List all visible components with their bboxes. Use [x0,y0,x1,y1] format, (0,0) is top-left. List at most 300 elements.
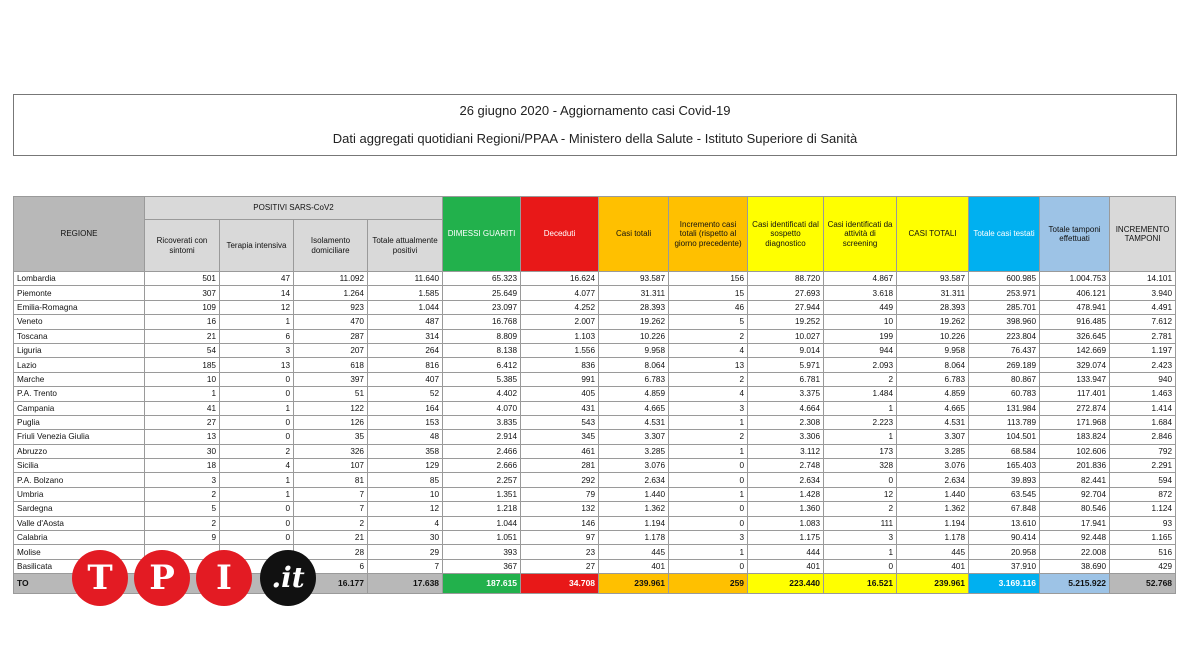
value-cell: 328 [824,459,897,473]
value-cell: 207 [294,343,368,357]
value-cell: 13 [145,430,220,444]
value-cell: 3.285 [897,444,969,458]
value-cell: 113.789 [969,415,1040,429]
table-row [14,516,1176,530]
region-name-cell: Sardegna [14,502,145,516]
value-cell: 345 [521,430,599,444]
value-cell: 405 [521,387,599,401]
region-name-cell: Abruzzo [14,444,145,458]
value-cell: 792 [1110,444,1176,458]
value-cell: 406.121 [1040,286,1110,300]
table-row [14,444,1176,458]
value-cell: 0 [669,559,748,573]
value-cell: 12 [368,502,443,516]
value-cell: 4.859 [599,387,669,401]
value-cell: 9 [145,531,220,545]
value-cell: 2.007 [521,315,599,329]
value-cell: 1.103 [521,329,599,343]
value-cell: 4.402 [443,387,521,401]
value-cell: 991 [521,372,599,386]
value-cell: 1.083 [748,516,824,530]
value-cell: 14 [220,286,294,300]
value-cell: 401 [748,559,824,573]
value-cell: 10.027 [748,329,824,343]
value-cell: 10.226 [897,329,969,343]
region-name-cell: Umbria [14,487,145,501]
value-cell: 6.412 [443,358,521,372]
table-row [14,502,1176,516]
value-cell: 63.545 [969,487,1040,501]
value-cell: 109 [145,300,220,314]
value-cell: 816 [368,358,443,372]
value-cell: 51 [294,387,368,401]
value-cell: 5.385 [443,372,521,386]
col-header-terapia-intensiva: Terapia intensiva [220,220,294,272]
table-row [14,387,1176,401]
value-cell: 4.665 [897,401,969,415]
value-cell: 2.781 [1110,329,1176,343]
value-cell: 8.064 [599,358,669,372]
total-value-cell: 239.961 [897,574,969,594]
value-cell: 470 [294,315,368,329]
value-cell: 1.178 [897,531,969,545]
report-title: 26 giugno 2020 - Aggiornamento casi Covid-19 [459,103,731,118]
value-cell: 60.783 [969,387,1040,401]
value-cell: 28.393 [599,300,669,314]
value-cell: 2 [669,329,748,343]
value-cell: 48 [368,430,443,444]
value-cell: 80.546 [1040,502,1110,516]
value-cell: 600.985 [969,272,1040,286]
logo-letter-t: T [72,550,128,606]
value-cell: 2.846 [1110,430,1176,444]
value-cell: 944 [824,343,897,357]
value-cell: 68.584 [969,444,1040,458]
table-row [14,430,1176,444]
value-cell: 478.941 [1040,300,1110,314]
value-cell: 445 [897,545,969,559]
value-cell: 1.440 [599,487,669,501]
region-name-cell: Lombardia [14,272,145,286]
value-cell: 2 [145,516,220,530]
value-cell: 2 [824,372,897,386]
value-cell: 185 [145,358,220,372]
total-value-cell: 52.768 [1110,574,1176,594]
value-cell: 618 [294,358,368,372]
value-cell: 54 [145,343,220,357]
value-cell: 1 [824,545,897,559]
value-cell: 1.194 [599,516,669,530]
value-cell: 107 [294,459,368,473]
value-cell: 65.323 [443,272,521,286]
region-name-cell: Sicilia [14,459,145,473]
value-cell: 92.704 [1040,487,1110,501]
value-cell: 4.077 [521,286,599,300]
col-header-dimessi: DIMESSI GUARITI [443,197,521,272]
value-cell: 16.624 [521,272,599,286]
value-cell: 6.783 [897,372,969,386]
region-name-cell: Friuli Venezia Giulia [14,430,145,444]
value-cell: 3.112 [748,444,824,458]
value-cell: 4.070 [443,401,521,415]
value-cell: 23 [521,545,599,559]
table-row [14,473,1176,487]
value-cell: 1.218 [443,502,521,516]
value-cell: 1.004.753 [1040,272,1110,286]
col-header-sospetto-diagnostico: Casi identificati dal sospetto diagnostico [748,197,824,272]
value-cell: 2.748 [748,459,824,473]
value-cell: 5 [145,502,220,516]
value-cell: 1.428 [748,487,824,501]
value-cell: 1 [220,473,294,487]
value-cell: 367 [443,559,521,573]
total-value-cell: 3.169.116 [969,574,1040,594]
report-subtitle: Dati aggregati quotidiani Regioni/PPAA - Ministero della Salute - Istituto Superiore di Sanità [332,131,858,146]
value-cell: 3.076 [897,459,969,473]
value-cell: 1.175 [748,531,824,545]
value-cell: 1 [669,444,748,458]
value-cell: 444 [748,545,824,559]
table-row [14,531,1176,545]
value-cell: 10 [368,487,443,501]
value-cell: 201.836 [1040,459,1110,473]
table-row [14,487,1176,501]
value-cell: 401 [599,559,669,573]
logo-letter-i: I [196,550,252,606]
value-cell: 1 [220,401,294,415]
value-cell: 18 [145,459,220,473]
value-cell: 6 [294,559,368,573]
value-cell: 30 [368,531,443,545]
value-cell: 126 [294,415,368,429]
value-cell: 92.448 [1040,531,1110,545]
value-cell: 11.640 [368,272,443,286]
value-cell: 285.701 [969,300,1040,314]
value-cell: 165.403 [969,459,1040,473]
value-cell: 872 [1110,487,1176,501]
value-cell: 0 [220,415,294,429]
positivi-group-header: POSITIVI SARS-CoV2 [145,197,443,220]
value-cell: 129 [368,459,443,473]
value-cell: 1.044 [443,516,521,530]
value-cell: 35 [294,430,368,444]
value-cell: 429 [1110,559,1176,573]
value-cell: 7 [294,502,368,516]
value-cell: 117.401 [1040,387,1110,401]
value-cell: 16 [145,315,220,329]
value-cell: 292 [521,473,599,487]
value-cell: 19.262 [599,315,669,329]
value-cell: 93.587 [599,272,669,286]
value-cell: 9.958 [599,343,669,357]
value-cell: 1 [220,315,294,329]
value-cell: 3.307 [897,430,969,444]
value-cell: 397 [294,372,368,386]
value-cell: 4 [220,459,294,473]
value-cell: 171.968 [1040,415,1110,429]
value-cell: 1.362 [599,502,669,516]
value-cell: 111 [824,516,897,530]
value-cell: 81 [294,473,368,487]
value-cell: 272.874 [1040,401,1110,415]
value-cell: 164 [368,401,443,415]
value-cell: 1 [824,401,897,415]
value-cell: 407 [368,372,443,386]
value-cell: 0 [669,473,748,487]
region-name-cell: Toscana [14,329,145,343]
region-name-cell: Basilicata [14,559,145,573]
value-cell: 11.092 [294,272,368,286]
value-cell: 1.585 [368,286,443,300]
value-cell: 8.138 [443,343,521,357]
logo-letter-p: P [134,550,190,606]
value-cell: 173 [824,444,897,458]
value-cell: 4.491 [1110,300,1176,314]
total-value-cell: 34.708 [521,574,599,594]
value-cell: 2.423 [1110,358,1176,372]
value-cell: 13.610 [969,516,1040,530]
value-cell: 1.440 [897,487,969,501]
value-cell: 223.804 [969,329,1040,343]
total-value-cell: 259 [669,574,748,594]
col-header-attualmente-positivi: Totale attualmente positivi [368,220,443,272]
value-cell: 4 [368,516,443,530]
region-name-cell: Campania [14,401,145,415]
value-cell: 46 [669,300,748,314]
value-cell: 487 [368,315,443,329]
value-cell: 27 [521,559,599,573]
value-cell: 122 [294,401,368,415]
value-cell: 0 [669,459,748,473]
value-cell: 836 [521,358,599,372]
value-cell: 79 [521,487,599,501]
value-cell: 29 [368,545,443,559]
value-cell: 31.311 [599,286,669,300]
table-row [14,415,1176,429]
value-cell: 5 [669,315,748,329]
value-cell: 501 [145,272,220,286]
value-cell: 6.783 [599,372,669,386]
value-cell: 4.252 [521,300,599,314]
region-name-cell: Emilia-Romagna [14,300,145,314]
value-cell: 393 [443,545,521,559]
col-header-casi-testati: Totale casi testati [969,197,1040,272]
col-header-deceduti: Deceduti [521,197,599,272]
value-cell: 1 [669,545,748,559]
value-cell: 8.809 [443,329,521,343]
value-cell: 1 [669,415,748,429]
value-cell: 37.910 [969,559,1040,573]
value-cell: 1.684 [1110,415,1176,429]
value-cell: 3.940 [1110,286,1176,300]
col-header-incremento-tamponi: INCREMENTO TAMPONI [1110,197,1176,272]
value-cell: 7 [294,487,368,501]
value-cell: 133.947 [1040,372,1110,386]
value-cell: 1.124 [1110,502,1176,516]
value-cell: 4 [669,343,748,357]
value-cell: 0 [669,516,748,530]
value-cell: 22.008 [1040,545,1110,559]
total-value-cell: 187.615 [443,574,521,594]
value-cell: 326.645 [1040,329,1110,343]
value-cell: 1.414 [1110,401,1176,415]
value-cell: 12 [220,300,294,314]
value-cell: 5.971 [748,358,824,372]
value-cell: 0 [220,516,294,530]
value-cell: 97 [521,531,599,545]
region-name-cell: Veneto [14,315,145,329]
table-row [14,401,1176,415]
value-cell: 4 [669,387,748,401]
value-cell: 0 [669,502,748,516]
value-cell: 2.308 [748,415,824,429]
value-cell: 10 [145,372,220,386]
value-cell: 2.466 [443,444,521,458]
value-cell: 21 [145,329,220,343]
value-cell: 4.665 [599,401,669,415]
value-cell: 2.634 [897,473,969,487]
totals-label: TO [14,574,145,594]
value-cell: 1.484 [824,387,897,401]
value-cell: 1.051 [443,531,521,545]
value-cell: 461 [521,444,599,458]
value-cell: 445 [599,545,669,559]
value-cell: 1.197 [1110,343,1176,357]
value-cell: 2.634 [748,473,824,487]
value-cell: 264 [368,343,443,357]
col-header-casi-totali-2: CASI TOTALI [897,197,969,272]
region-name-cell: Molise [14,545,145,559]
value-cell: 2 [294,516,368,530]
value-cell: 0 [824,473,897,487]
value-cell: 3 [669,401,748,415]
region-name-cell: Marche [14,372,145,386]
value-cell: 27.944 [748,300,824,314]
value-cell: 17.941 [1040,516,1110,530]
tpi-logo [72,548,332,610]
region-name-cell: P.A. Trento [14,387,145,401]
value-cell: 93 [1110,516,1176,530]
value-cell: 4.531 [599,415,669,429]
region-name-cell: Piemonte [14,286,145,300]
value-cell: 88.720 [748,272,824,286]
value-cell: 1 [824,430,897,444]
value-cell: 67.848 [969,502,1040,516]
value-cell: 1.463 [1110,387,1176,401]
value-cell: 104.501 [969,430,1040,444]
col-header-incremento-casi: Incremento casi totali (rispetto al giorno precedente) [669,197,748,272]
value-cell: 9.958 [897,343,969,357]
value-cell: 1.194 [897,516,969,530]
table-row [14,372,1176,386]
value-cell: 2.914 [443,430,521,444]
value-cell: 3 [220,343,294,357]
col-header-isolamento: Isolamento domiciliare [294,220,368,272]
region-name-cell: Calabria [14,531,145,545]
value-cell: 85 [368,473,443,487]
value-cell: 10 [824,315,897,329]
value-cell: 0 [824,559,897,573]
total-value-cell: 16.177 [294,574,368,594]
value-cell: 2 [220,444,294,458]
value-cell: 9.014 [748,343,824,357]
table-row [14,329,1176,343]
value-cell: 41 [145,401,220,415]
value-cell: 2.257 [443,473,521,487]
value-cell: 76.437 [969,343,1040,357]
value-cell: 1.264 [294,286,368,300]
value-cell: 307 [145,286,220,300]
total-value-cell: 17.638 [368,574,443,594]
value-cell: 281 [521,459,599,473]
value-cell: 142.669 [1040,343,1110,357]
value-cell: 3.076 [599,459,669,473]
value-cell: 2 [669,372,748,386]
value-cell: 28.393 [897,300,969,314]
value-cell: 93.587 [897,272,969,286]
value-cell: 1.178 [599,531,669,545]
value-cell: 7 [368,559,443,573]
total-value-cell: 5.215.922 [1040,574,1110,594]
region-name-cell: Liguria [14,343,145,357]
value-cell: 4.531 [897,415,969,429]
region-header: REGIONE [14,197,145,272]
col-header-tamponi: Totale tamponi effettuati [1040,197,1110,272]
value-cell: 47 [220,272,294,286]
value-cell: 146 [521,516,599,530]
value-cell: 0 [220,531,294,545]
value-cell: 19.252 [748,315,824,329]
value-cell: 14.101 [1110,272,1176,286]
report-header [13,94,1177,156]
value-cell: 131.984 [969,401,1040,415]
value-cell: 916.485 [1040,315,1110,329]
value-cell: 16.768 [443,315,521,329]
table-row [14,343,1176,357]
value-cell: 52 [368,387,443,401]
value-cell: 401 [897,559,969,573]
value-cell: 3 [669,531,748,545]
region-name-cell: Valle d'Aosta [14,516,145,530]
value-cell: 940 [1110,372,1176,386]
value-cell: 543 [521,415,599,429]
col-header-ricoverati: Ricoverati con sintomi [145,220,220,272]
table-row [14,300,1176,314]
value-cell: 2.634 [599,473,669,487]
value-cell: 2 [145,487,220,501]
value-cell: 1 [669,487,748,501]
table-row [14,459,1176,473]
value-cell: 3 [145,473,220,487]
value-cell: 4.859 [897,387,969,401]
value-cell: 1.362 [897,502,969,516]
value-cell: 2 [669,430,748,444]
value-cell: 326 [294,444,368,458]
value-cell: 1.556 [521,343,599,357]
value-cell: 19.262 [897,315,969,329]
col-header-screening: Casi identificati da attività di screening [824,197,897,272]
value-cell: 1.165 [1110,531,1176,545]
table-body [14,272,1176,594]
value-cell: 287 [294,329,368,343]
value-cell: 2.223 [824,415,897,429]
total-value-cell: 223.440 [748,574,824,594]
logo-suffix: .it [260,550,316,606]
value-cell: 516 [1110,545,1176,559]
region-name-cell: Lazio [14,358,145,372]
value-cell: 156 [669,272,748,286]
value-cell: 2 [824,502,897,516]
